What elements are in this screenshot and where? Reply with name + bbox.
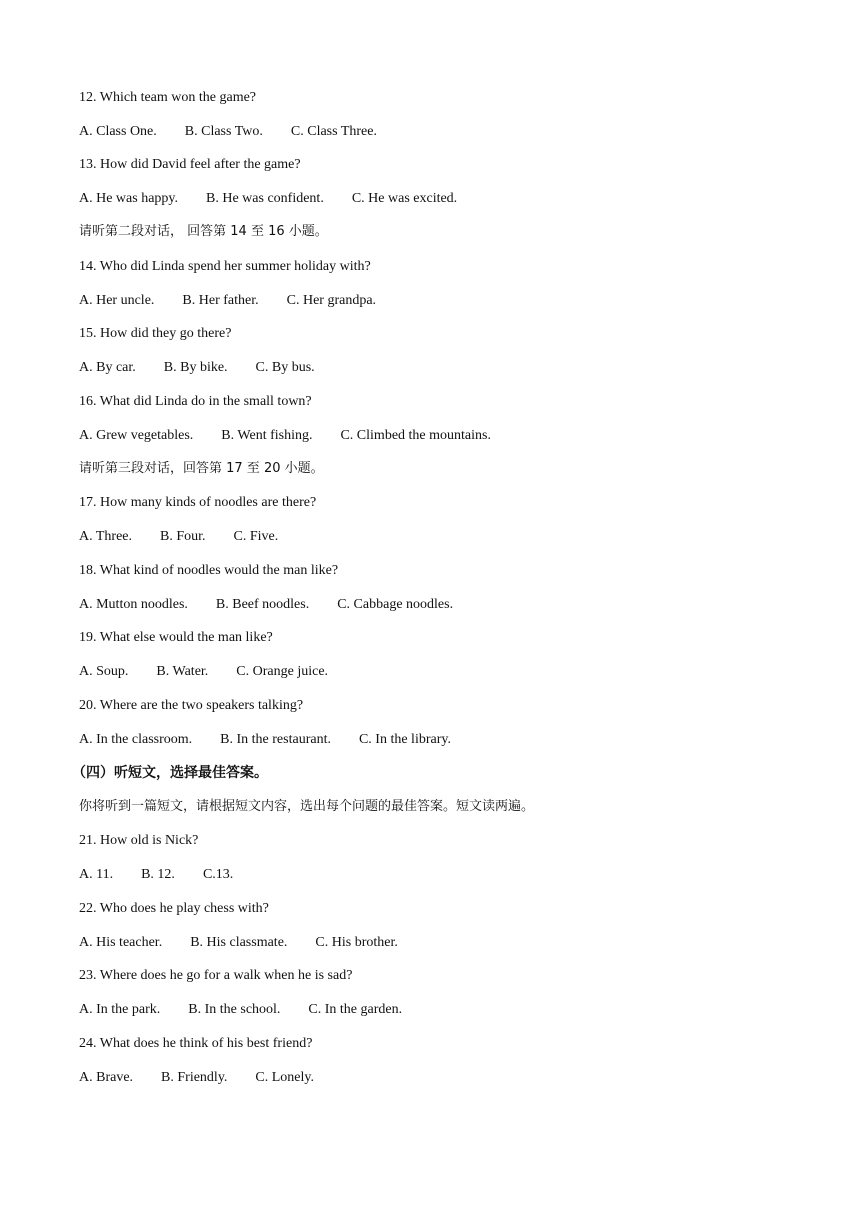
- question-13: 13. How did David feel after the game?: [79, 157, 301, 172]
- options-19: [79, 663, 328, 681]
- option-c: C.13.: [202, 867, 234, 882]
- question-18: 18. What kind of noodles would the man like?: [79, 563, 339, 578]
- option-a: A. Grew vegetables.: [79, 428, 194, 443]
- options-20: [79, 731, 451, 749]
- section-4-instruction: 你将听到一篇短文，请根据短文内容，选出每个问题的最佳答案。短文读两遍。: [79, 799, 535, 814]
- option-a: A. By car.: [79, 360, 136, 375]
- option-b: B. In the restaurant.: [220, 732, 331, 747]
- question-21: 21. How old is Nick?: [79, 833, 199, 848]
- options-16: [79, 427, 491, 445]
- option-a: A. In the park.: [79, 1002, 161, 1017]
- options-15: [79, 359, 315, 377]
- options-24: [79, 1069, 314, 1087]
- option-c: C. Climbed the mountains.: [340, 428, 491, 443]
- option-b: B. He was confident.: [206, 191, 324, 206]
- options-13: [79, 190, 457, 208]
- option-c: C. His brother.: [315, 935, 398, 950]
- options-21: [79, 866, 233, 884]
- option-b: B. His classmate.: [190, 935, 288, 950]
- option-a: A. Soup.: [79, 664, 129, 679]
- option-a: A. His teacher.: [79, 935, 163, 950]
- question-22: 22. Who does he play chess with?: [79, 901, 269, 916]
- option-b: B. Water.: [156, 664, 209, 679]
- option-c: C. In the library.: [358, 732, 451, 747]
- options-14: [79, 292, 376, 310]
- question-19: 19. What else would the man like?: [79, 630, 273, 645]
- question-15: 15. How did they go there?: [79, 326, 232, 341]
- option-b: B. In the school.: [188, 1002, 281, 1017]
- option-a: A. Class One.: [79, 124, 157, 139]
- option-b: B. By bike.: [163, 360, 228, 375]
- option-a: A. 11.: [79, 867, 114, 882]
- question-16: 16. What did Linda do in the small town?: [79, 394, 312, 409]
- option-b: B. Four.: [160, 529, 206, 544]
- question-24: 24. What does he think of his best friend?: [79, 1036, 313, 1051]
- option-c: C. Her grandpa.: [286, 293, 377, 308]
- options-22: [79, 934, 398, 952]
- option-b: B. Class Two.: [184, 124, 263, 139]
- option-c: C. In the garden.: [308, 1002, 403, 1017]
- option-b: B. 12.: [141, 867, 175, 882]
- options-23: [79, 1001, 402, 1019]
- option-a: A. In the classroom.: [79, 732, 193, 747]
- options-17: [79, 528, 278, 546]
- question-14: 14. Who did Linda spend her summer holiday with?: [79, 259, 371, 274]
- dialogue-2-instruction: 请听第二段对话， 回答第 14 至 16 小题。: [79, 224, 328, 239]
- question-12: 12. Which team won the game?: [79, 90, 257, 105]
- options-18: [79, 596, 453, 614]
- option-c: C. By bus.: [255, 360, 315, 375]
- option-b: B. Her father.: [182, 293, 259, 308]
- option-a: A. Three.: [79, 529, 132, 544]
- section-4-heading: （四）听短文，选择最佳答案。: [72, 765, 268, 781]
- question-17: 17. How many kinds of noodles are there?: [79, 495, 317, 510]
- option-c: C. Orange juice.: [236, 664, 329, 679]
- option-c: C. He was excited.: [351, 191, 458, 206]
- option-a: A. He was happy.: [79, 191, 179, 206]
- question-23: 23. Where does he go for a walk when he is sad?: [79, 968, 353, 983]
- option-a: A. Mutton noodles.: [79, 597, 188, 612]
- option-b: B. Friendly.: [161, 1070, 228, 1085]
- option-b: B. Went fishing.: [221, 428, 313, 443]
- option-c: C. Cabbage noodles.: [337, 597, 454, 612]
- question-20: 20. Where are the two speakers talking?: [79, 698, 304, 713]
- option-c: C. Class Three.: [290, 124, 377, 139]
- option-a: A. Brave.: [79, 1070, 134, 1085]
- option-c: C. Lonely.: [255, 1070, 315, 1085]
- option-b: B. Beef noodles.: [215, 597, 310, 612]
- options-12: [79, 123, 377, 141]
- option-a: A. Her uncle.: [79, 293, 155, 308]
- dialogue-3-instruction: 请听第三段对话，回答第 17 至 20 小题。: [79, 461, 324, 476]
- option-c: C. Five.: [233, 529, 279, 544]
